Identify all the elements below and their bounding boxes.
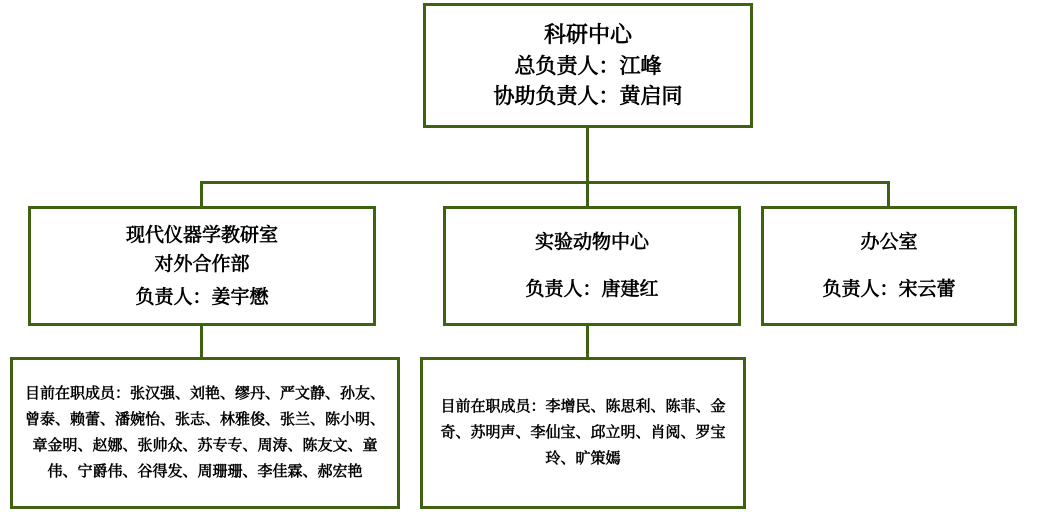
connector-branch-1 (200, 181, 203, 207)
node-dept-2-title-line1: 实验动物中心 (534, 232, 649, 253)
node-dept-3-lead: 负责人：宋云蕾 (822, 279, 956, 300)
node-dept-2-lead: 负责人：唐建红 (525, 279, 659, 300)
connector-dept2-members (586, 326, 589, 357)
members-text-1: 目前在职成员：张汉强、刘艳、缪丹、严文静、孙友、曾泰、赖蕾、潘婉怡、张志、林雅俊、张兰、陈小明、章金明、赵娜、张帅众、苏专专、周涛、陈友文、童伟、宁爵伟、谷得发、周珊珊、李佳霖、郝宏艳 (24, 385, 385, 480)
members-box-modern-instrument-department[interactable] (10, 357, 400, 509)
connector-dept1-members (200, 326, 203, 357)
node-office[interactable] (761, 206, 1017, 326)
connector-branch-3 (887, 181, 890, 207)
node-modern-instrument-department[interactable] (28, 206, 376, 326)
node-dept-3-title-line1: 办公室 (860, 232, 918, 253)
node-research-center[interactable] (423, 3, 753, 128)
node-lab-animal-center[interactable] (443, 206, 741, 326)
node-dept-1-title-line2: 对外合作部 (154, 253, 250, 275)
connector-root-vertical (586, 128, 589, 182)
node-dept-1-title-line1: 现代仪器学教研室 (125, 224, 278, 246)
members-text-2: 目前在职成员：李增民、陈思利、陈菲、金奇、苏明声、李仙宝、邱立明、肖阅、罗宝玲、旷策嫣 (440, 398, 726, 467)
node-root-lead: 总负责人：江峰 (514, 54, 662, 78)
node-dept-1-lead: 负责人：姜宇懋 (135, 286, 269, 308)
connector-branch-2 (586, 181, 589, 207)
connector-horizontal-bus (200, 181, 890, 184)
members-box-lab-animal-center[interactable] (420, 357, 746, 509)
node-root-title: 科研中心 (543, 21, 632, 47)
node-root-colead: 协助负责人：黄启同 (493, 84, 683, 108)
